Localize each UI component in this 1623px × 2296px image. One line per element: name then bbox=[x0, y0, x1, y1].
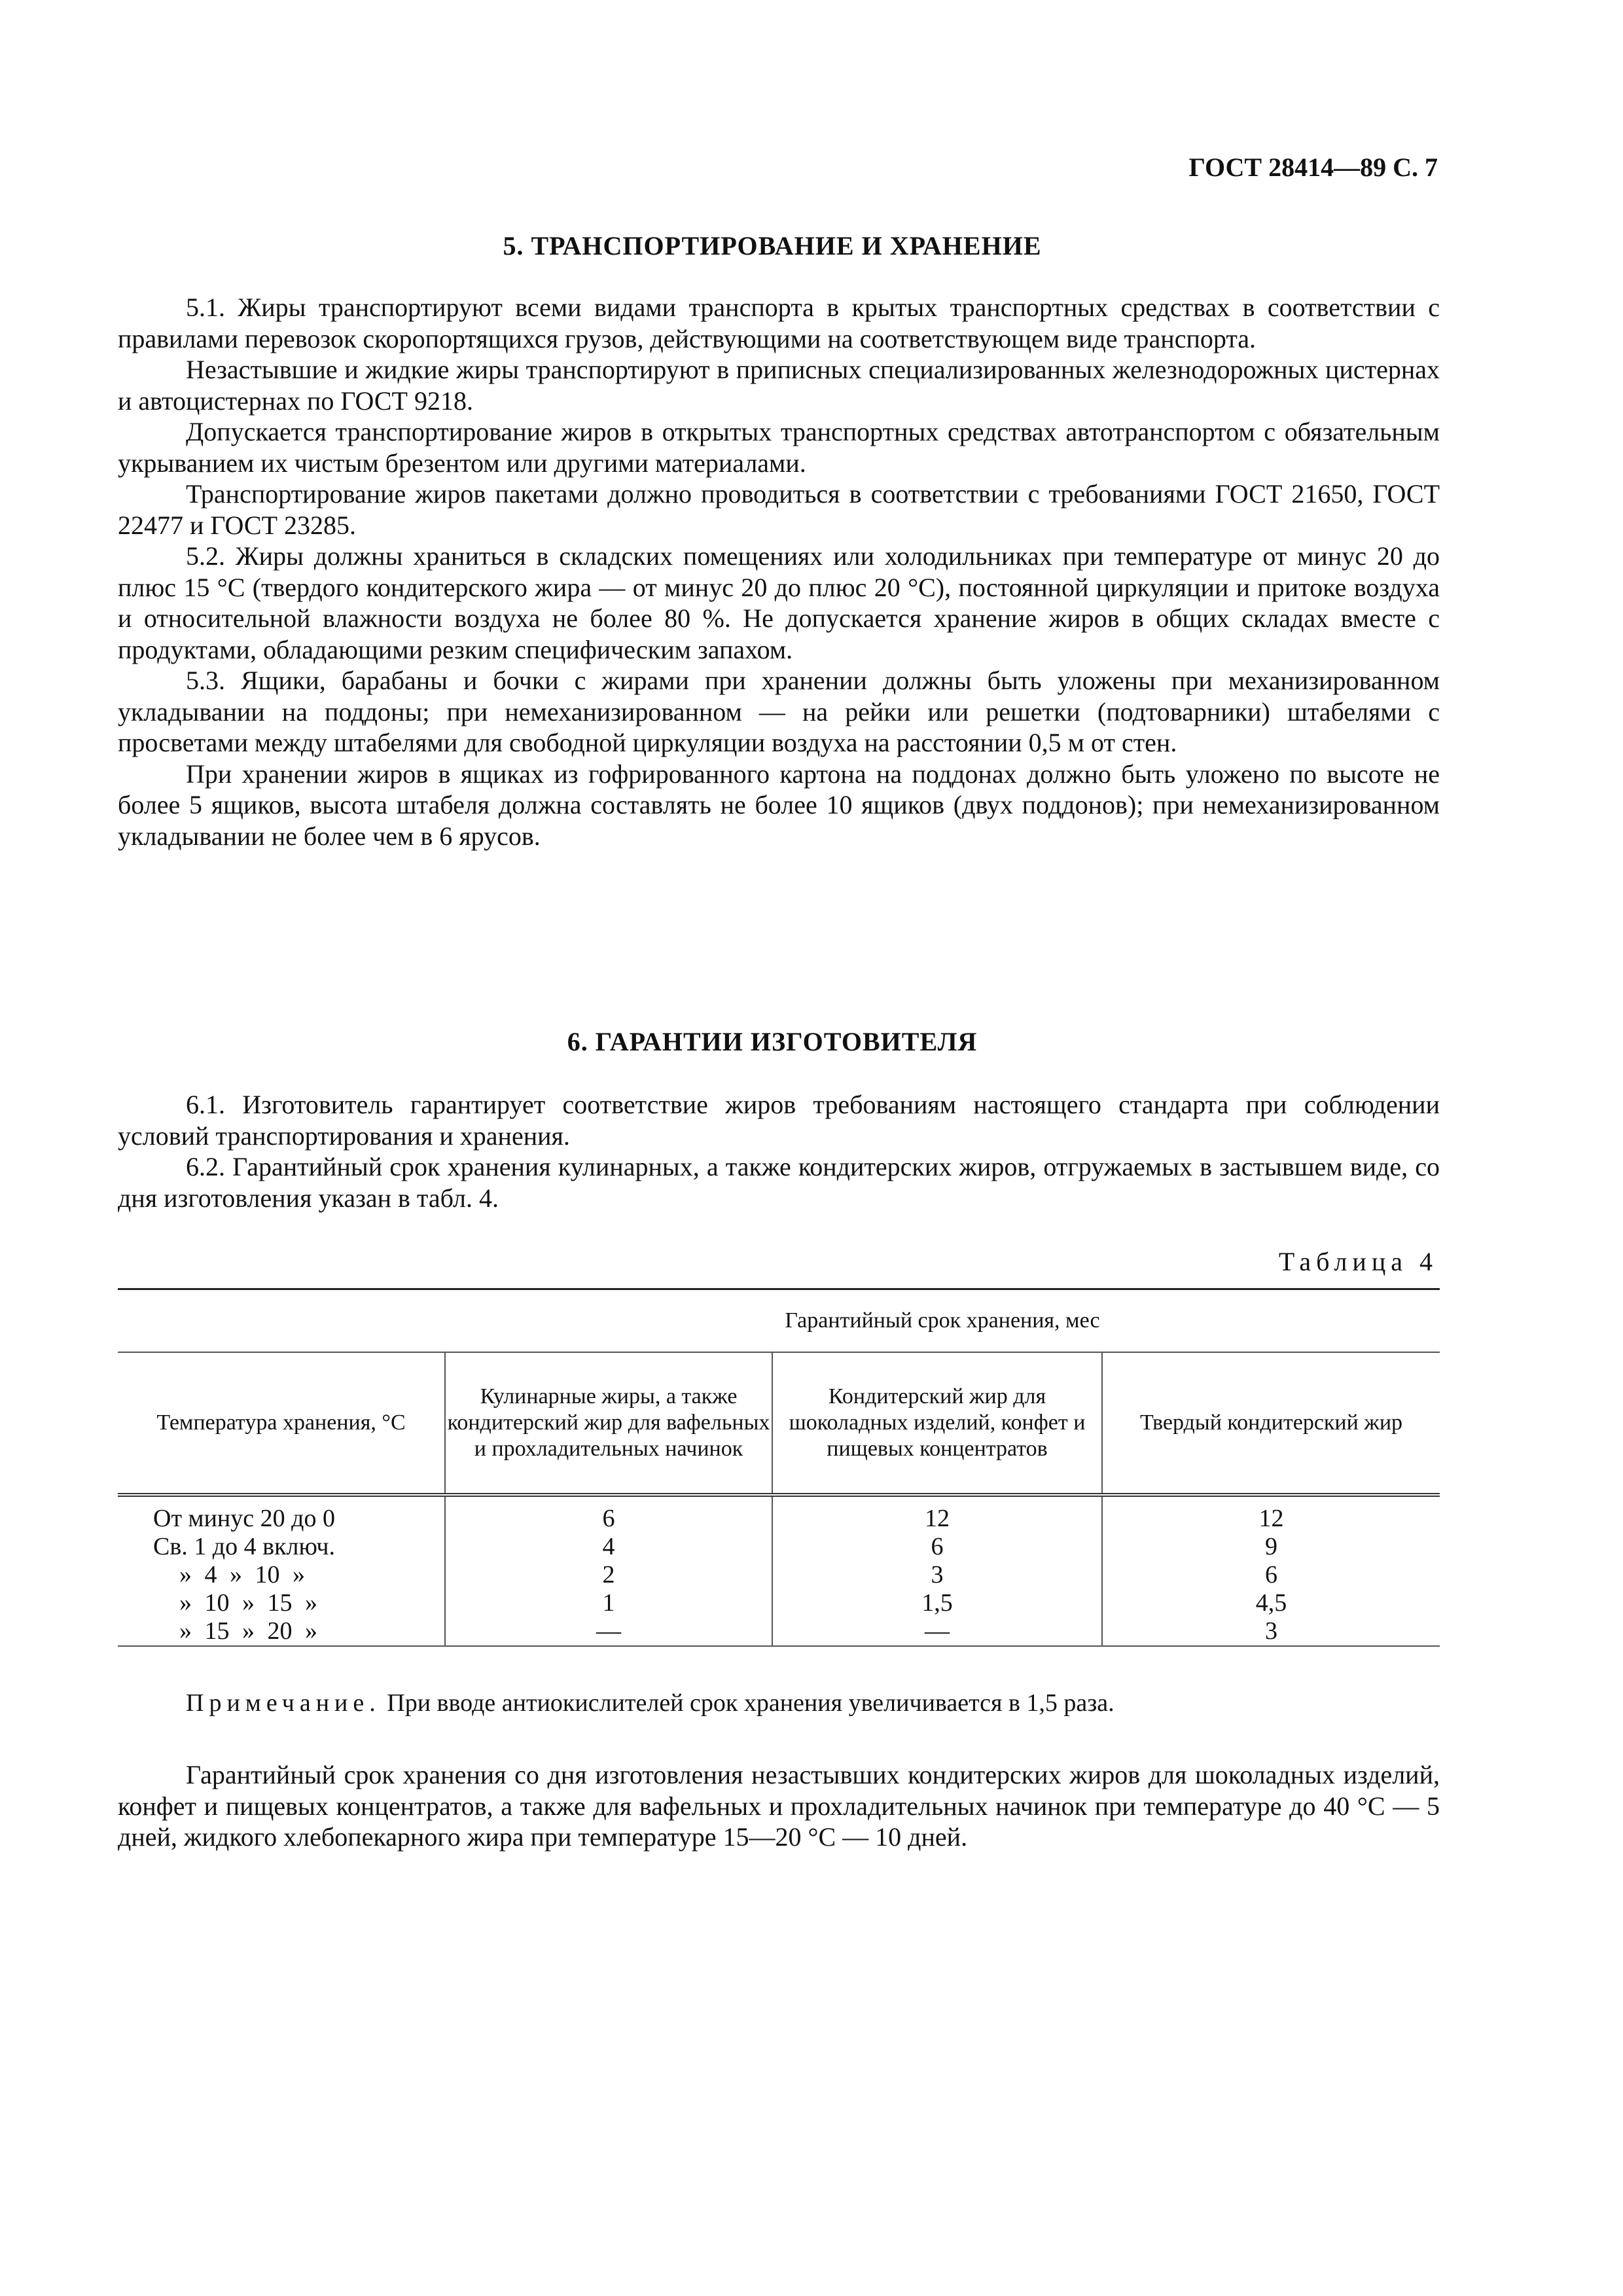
section-6-title: 6. ГАРАНТИИ ИЗГОТОВИТЕЛЯ bbox=[567, 1027, 978, 1056]
table-cell: 4,5 bbox=[1255, 1589, 1287, 1617]
paragraph-6-1: 6.1. Изготовитель гарантирует соответствие жиров требованиям настоящего стандарта при соблюдении условий транспортирования и хранения. bbox=[118, 1090, 1440, 1151]
closing-paragraph: Гарантийный срок хранения со дня изготовления незастывших кондитерских жиров для шоколадных изделий, конфет и пищевых концентратов, а также для вафельных и прохладительных начинок при температуре до 40 °С — 5 дней, жидкого хлебопекарного жира при температуре 15—20 °С — 10 дней. bbox=[118, 1760, 1440, 1852]
table-cell: 4 bbox=[602, 1533, 615, 1560]
section-6-body bbox=[118, 1089, 1440, 1213]
table-cell: 1 bbox=[602, 1589, 615, 1617]
table-caption: Таблица 4 bbox=[1278, 1247, 1438, 1276]
table-note bbox=[186, 1689, 1115, 1717]
note-text: При вводе антиокислителей срок хранения увеличивается в 1,5 раза. bbox=[387, 1689, 1115, 1717]
table-cell: 9 bbox=[1265, 1533, 1277, 1560]
closing-block bbox=[118, 1759, 1440, 1853]
table-cell: 3 bbox=[931, 1561, 944, 1588]
table-cell: » 15 » 20 » bbox=[179, 1617, 317, 1645]
paragraph-open-transport: Допускается транспортирование жиров в открытых транспортных средствах автотранспортом с обязательным укрыванием их чистым брезентом или другими материалами. bbox=[118, 417, 1440, 478]
section-5-body bbox=[118, 292, 1440, 852]
table-cell: 2 bbox=[602, 1561, 615, 1588]
table-cell: 6 bbox=[1265, 1561, 1277, 1588]
table-cell: 6 bbox=[602, 1505, 615, 1532]
table-cell: 1,5 bbox=[921, 1589, 953, 1617]
table-cell: — bbox=[925, 1617, 950, 1645]
section-5-title: 5. ТРАНСПОРТИРОВАНИЕ И ХРАНЕНИЕ bbox=[503, 231, 1042, 260]
page-header: ГОСТ 28414—89 С. 7 bbox=[1188, 152, 1438, 182]
paragraph-packets: Транспортирование жиров пакетами должно проводиться в соответствии с требованиями ГОСТ 21650, ГОСТ 22477 и ГОСТ 23285. bbox=[118, 479, 1440, 540]
table-cell: 6 bbox=[931, 1533, 944, 1560]
table-cell: — bbox=[596, 1617, 621, 1645]
table-cell: » 4 » 10 » bbox=[179, 1561, 305, 1588]
table-group-header: Гарантийный срок хранения, мес bbox=[445, 1289, 1440, 1353]
table-cell: 12 bbox=[925, 1505, 950, 1532]
chocolate-fat-column bbox=[772, 1495, 1102, 1646]
table-cell: Св. 1 до 4 включ. bbox=[153, 1533, 336, 1560]
table-cell: » 10 » 15 » bbox=[179, 1589, 317, 1617]
storage-table bbox=[118, 1288, 1440, 1647]
paragraph-6-2: 6.2. Гарантийный срок хранения кулинарных, а также кондитерских жиров, отгружаемых в застывшем виде, со дня изготовления указан в табл. 4. bbox=[118, 1152, 1440, 1213]
paragraph-5-1: 5.1. Жиры транспортируют всеми видами транспорта в крытых транспортных средствах в соответствии с правилами перевозок скоропортящихся грузов, действующими на соответствующем виде транспорта. bbox=[118, 293, 1440, 353]
solid-fat-column bbox=[1102, 1495, 1440, 1646]
paragraph-cardboard: При хранении жиров в ящиках из гофрированного картона на поддонах должно быть уложено по высоте не более 5 ящиков, высота штабеля должна составлять не более 10 ящиков (двух поддонов); при немеханизированном укладывании не более чем в 6 ярусов. bbox=[118, 759, 1440, 851]
table-cell: От минус 20 до 0 bbox=[153, 1505, 335, 1532]
table-column-header: Твердый кондитерский жир bbox=[1102, 1352, 1440, 1495]
note-label: Примечание. bbox=[186, 1689, 381, 1717]
paragraph-tanks: Незастывшие и жидкие жиры транспортируют в приписных специализированных железнодорожных цистернах и автоцистернах по ГОСТ 9218. bbox=[118, 355, 1440, 416]
table-column-header: Кондитерский жир для шоколадных изделий, конфет и пищевых концентратов bbox=[772, 1352, 1102, 1495]
table-cell: 3 bbox=[1265, 1617, 1277, 1645]
table-cell: 12 bbox=[1258, 1505, 1284, 1532]
temperature-column bbox=[118, 1495, 445, 1646]
table-row-header: Температура хранения, °С bbox=[118, 1352, 445, 1495]
table-column-header: Кулинарные жиры, а также кондитерский жир для вафельных и прохладительных начинок bbox=[445, 1352, 772, 1495]
culinary-fat-column bbox=[445, 1495, 772, 1646]
paragraph-5-2: 5.2. Жиры должны храниться в складских помещениях или холодильниках при температуре от минус 20 до плюс 15 °С (твердого кондитерского жира — от минус 20 до плюс 20 °С), постоянной циркуляции и притоке воздуха и относительной влажности воздуха не более 80 %. Не допускается хранение жиров в общих складах вместе с продуктами, обладающими резким специфическим запахом. bbox=[118, 541, 1440, 664]
table-row bbox=[118, 1495, 1440, 1646]
paragraph-5-3: 5.3. Ящики, барабаны и бочки с жирами при хранении должны быть уложены при механизированном укладывании на поддоны; при немеханизированном — на рейки или решетки (подтоварники) штабелями с просветами между штабелями для свободной циркуляции воздуха на расстоянии 0,5 м от стен. bbox=[118, 666, 1440, 757]
